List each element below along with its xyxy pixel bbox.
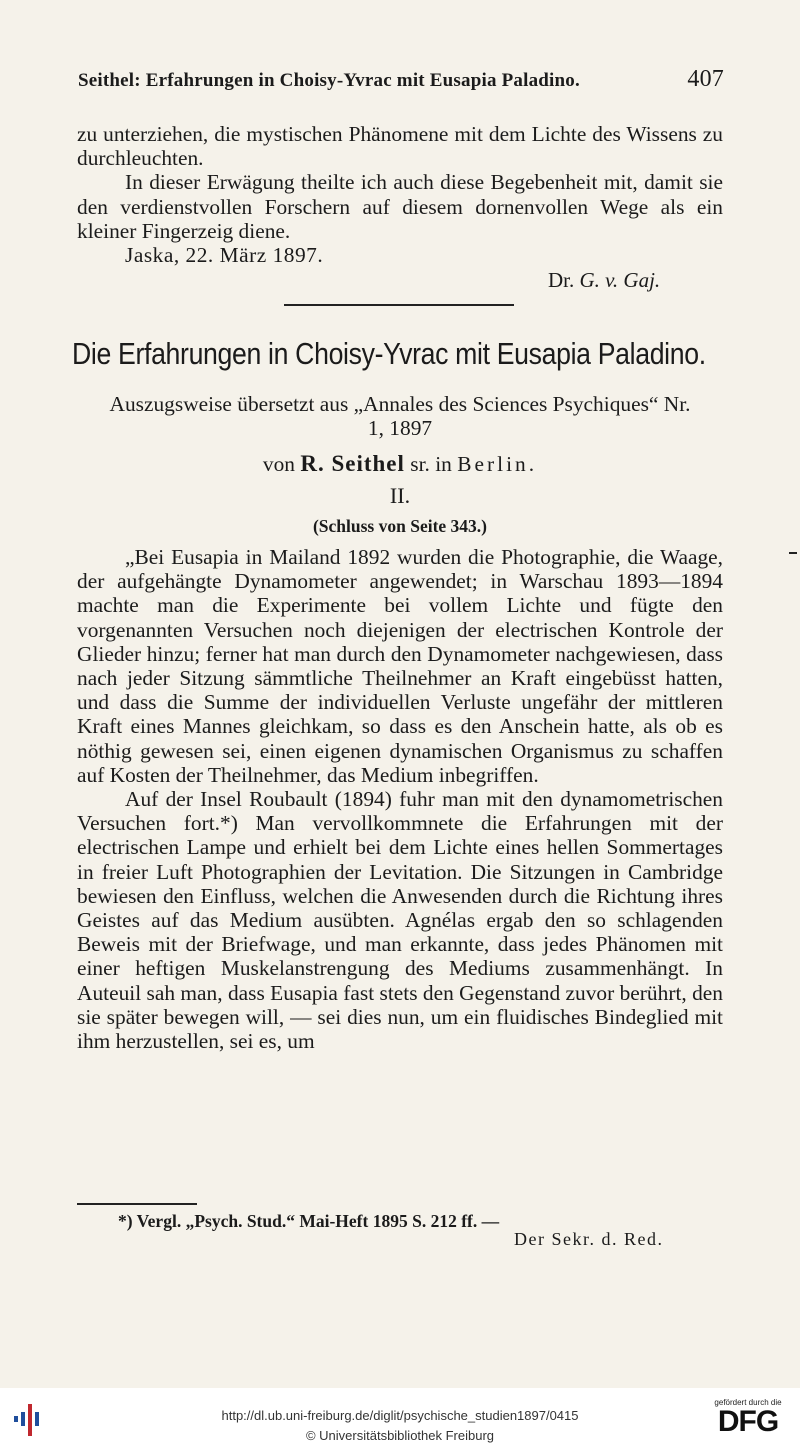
dfg-tagline: gefördert durch die (714, 1398, 782, 1407)
section-divider (284, 304, 514, 306)
paragraph: „Bei Eusapia in Mailand 1892 wurden die Photographie, die Waage, der aufgehängte Dynamometer angewendet; in Warschau 1893—1894 machte man die Experimente bei vollem Lichte und fügte den vorgenannten Versuchen noch diejenigen der electrischen Kontrole der Glieder hinzu; ferner hat man durch den Dynamometer nachgewiesen, dass nach jeder Sitzung sämmtliche Theilnehmer an Kraft eingebüsst hatten, und dass die Summe der individuellen Verluste ungefähr der mittleren Kraft eines Mannes gleichkam, so dass es den Anschein hatte, als ob es nöthig gewesen sei, einen eigenen dynamischen Organismus zu schaffen auf Kosten der Theilnehmer, das Medium inbegriffen. (77, 545, 723, 787)
viewer-footer (0, 1388, 800, 1451)
dfg-logo (706, 1398, 790, 1437)
margin-mark (789, 552, 797, 554)
top-text-paragraph: In dieser Erwägung theilte ich auch diese Begebenheit mit, damit sie den verdienstvollen Forschern auf diesem dornenvollen Wege als ein kleiner Fingerzeig diene. (77, 170, 723, 243)
signature (548, 268, 660, 293)
continuation-note: (Schluss von Seite 343.) (312, 516, 488, 536)
dfg-wordmark: DFG (717, 1405, 779, 1438)
byline-sr: sr. in (410, 452, 452, 476)
running-head (78, 66, 724, 93)
page-number: 407 (687, 66, 724, 92)
top-text-line: zu unterziehen, die mystischen Phänomene mit dem Lichte des Wissens zu durchleuchten. (77, 122, 723, 171)
footnote-signature: Der Sekr. d. Red. (514, 1229, 664, 1249)
signature-prefix: Dr. (548, 268, 575, 292)
article-subtitle: Auszugsweise übersetzt aus „Annales des Sciences Psychiques“ Nr. 1, 1897 (109, 392, 691, 440)
permalink-url[interactable]: http://dl.ub.uni-freiburg.de/diglit/psychische_studien1897/0415 (221, 1408, 579, 1423)
top-text-block (77, 122, 723, 267)
byline-city: Berlin. (457, 452, 538, 476)
article-title: Die Erfahrungen in Choisy-Yvrac mit Eusapia Paladino. (72, 336, 706, 371)
footnote-divider (77, 1203, 197, 1205)
byline (100, 451, 700, 477)
paragraph: Auf der Insel Roubault (1894) fuhr man mit den dynamometrischen Versuchen fort.*) Man vervollkommnete die Erfahrungen mit der electrischen Lampe und erhielt bei dem Lichte eines hellen Sommertages in freier Luft Photographien der Levitation. Die Sitzungen in Cambridge bewiesen den Einfluss, welchen die Anwesenden durch die Richtung ihres Geistes auf das Medium ausübten. Agnélas ergab den so schlagenden Beweis mit der Briefwage, und man erkannte, dass jedes Phänomen mit einer heftigen Muskelanstrengung des Mediums zusammenhängt. In Auteuil sah man, dass Eusapia fast stets den Gegenstand zuvor berührt, den sie später bewegen will, — sei dies nun, um ein fluidisches Bindeglied mit ihm herzustellen, sei es, um (77, 787, 723, 1054)
copyright-text: © Universitätsbibliothek Freiburg (305, 1428, 495, 1443)
running-head-title: Seithel: Erfahrungen in Choisy-Yvrac mit Eusapia Paladino. (78, 70, 580, 91)
place-date: Jaska, 22. März 1897. (125, 243, 324, 268)
signature-name: G. v. Gaj. (579, 268, 661, 292)
byline-von: von (262, 452, 295, 476)
part-number: II. (389, 483, 411, 508)
main-text-block (77, 545, 723, 1053)
footnote: *) Vergl. „Psych. Stud.“ Mai-Heft 1895 S. 212 ff. — (118, 1211, 500, 1231)
author-name: R. Seithel (300, 451, 405, 476)
